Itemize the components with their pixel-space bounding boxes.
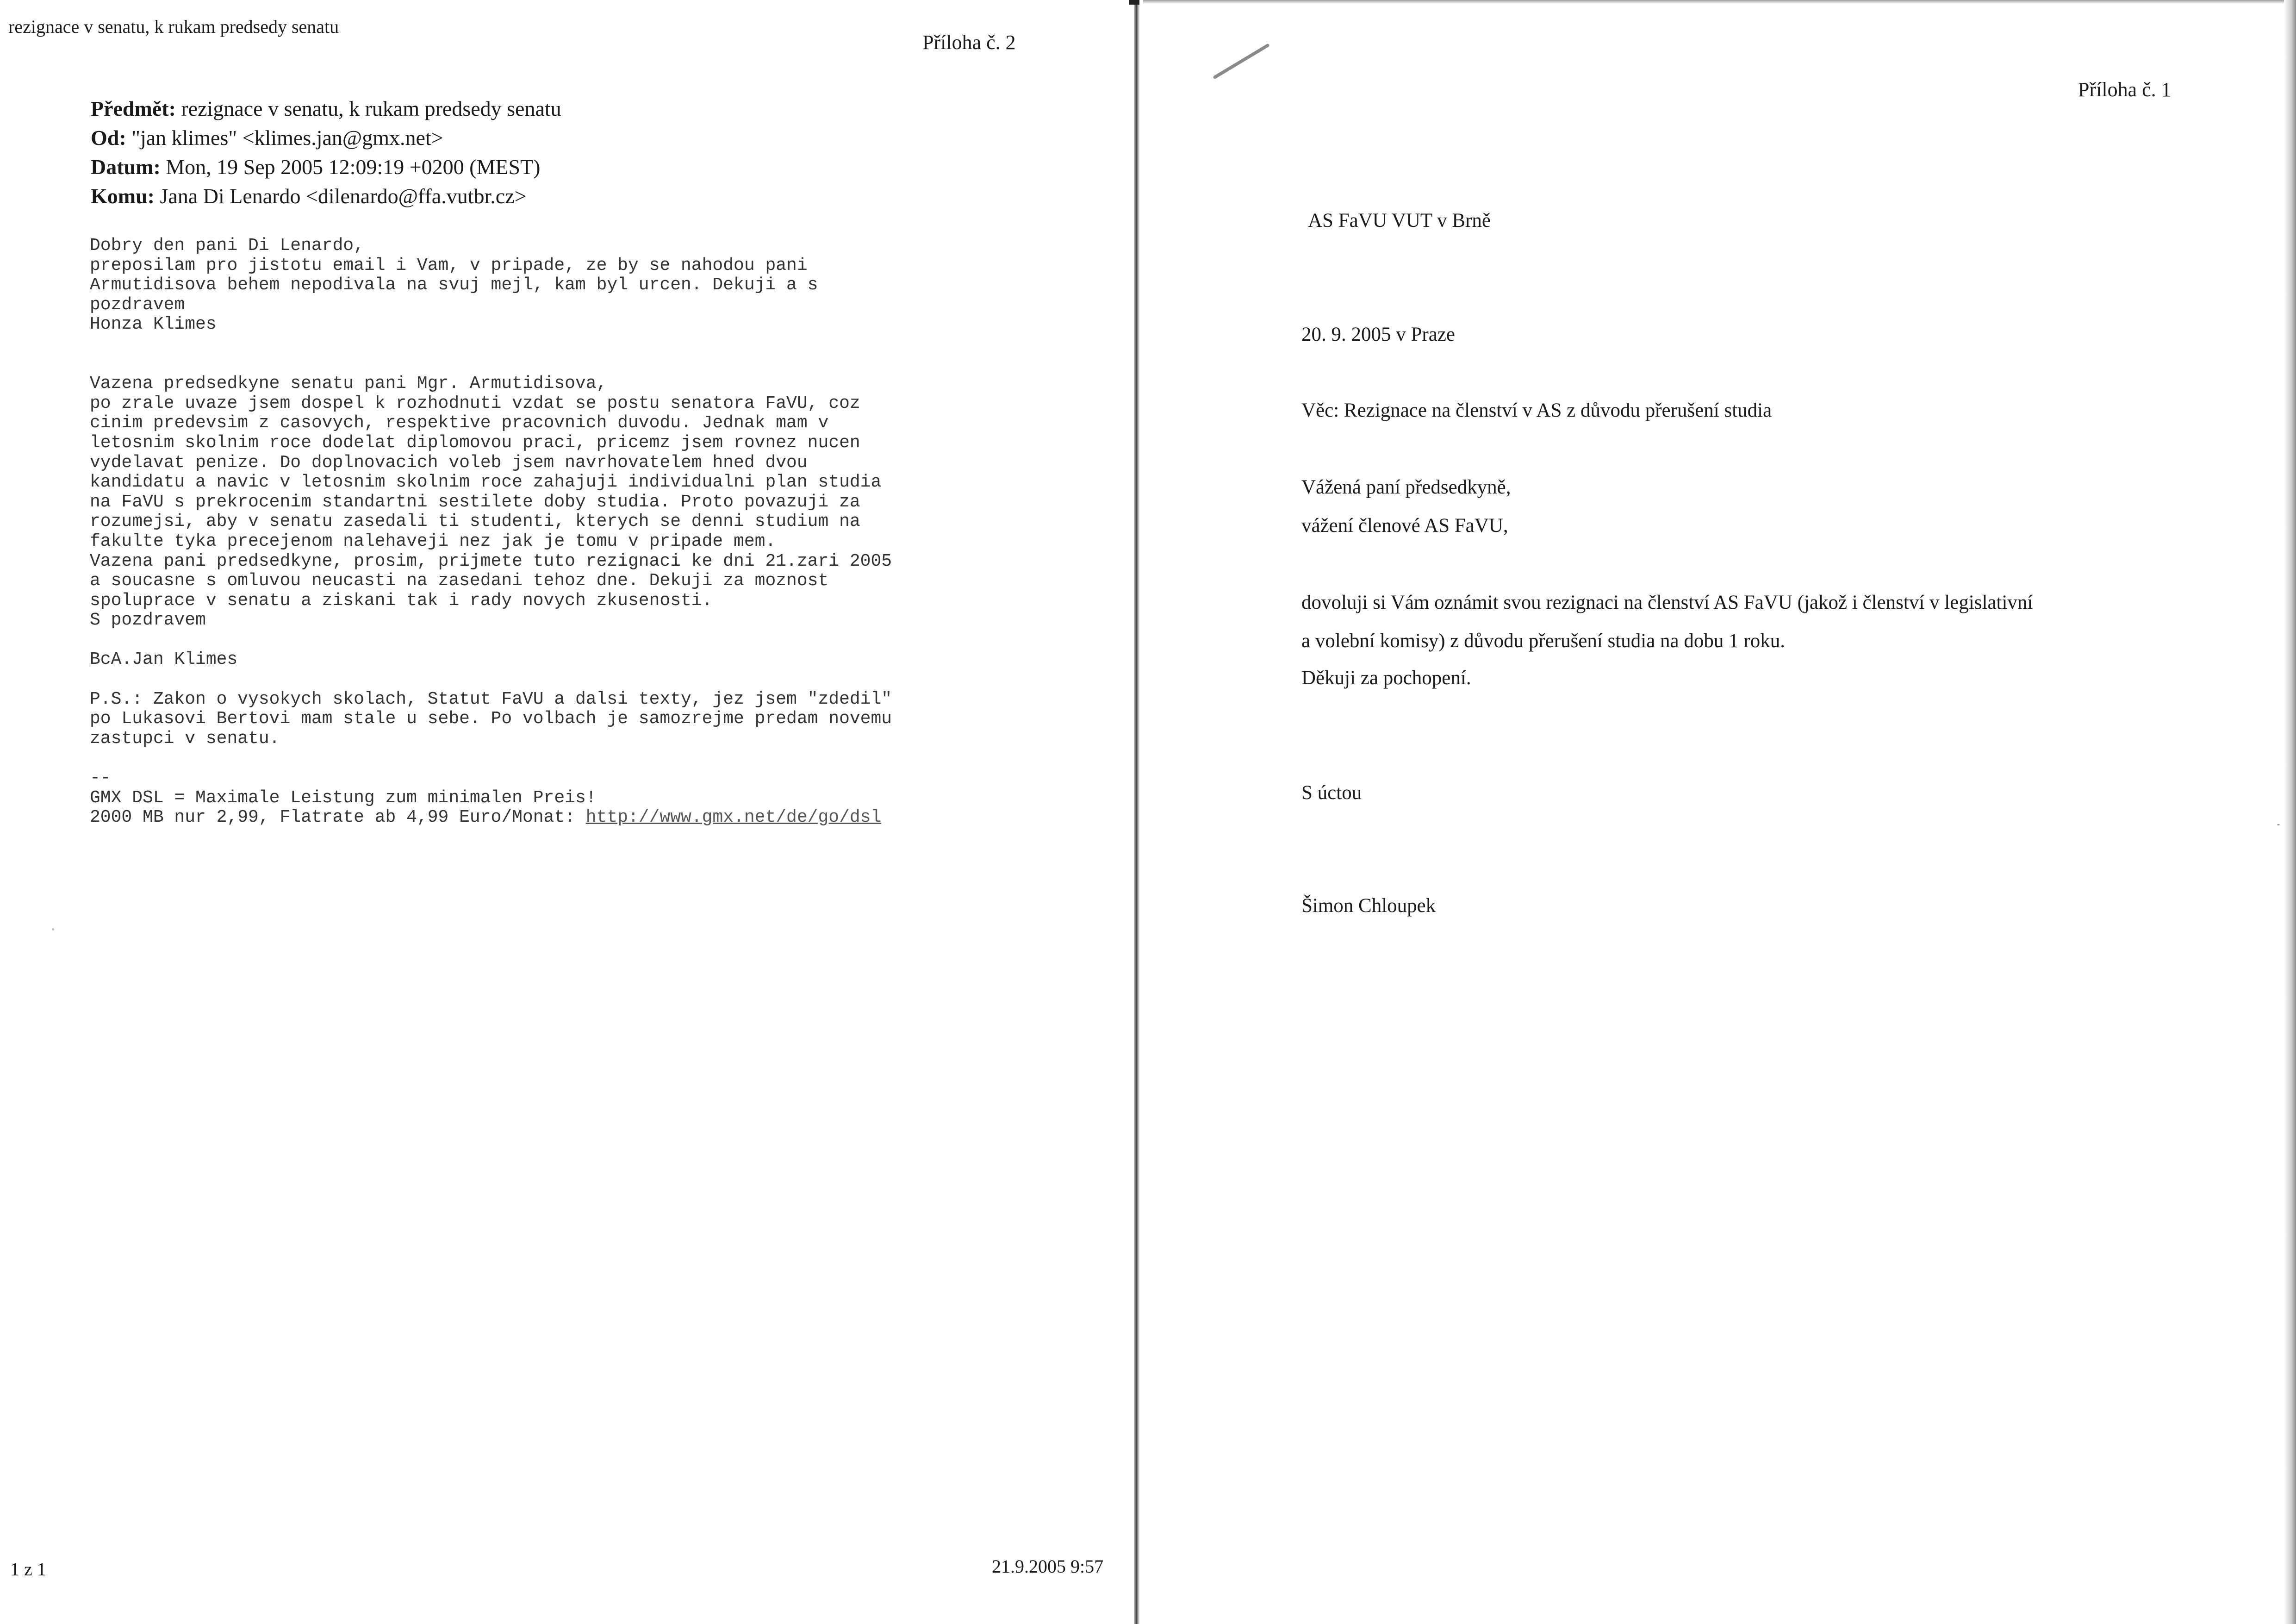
page-divider — [1134, 0, 1139, 1624]
footer-page-count: 1 z 1 — [10, 1559, 46, 1580]
left-page-email-printout — [0, 0, 1134, 1624]
email-header-date — [91, 155, 541, 179]
scan-speck — [2277, 824, 2280, 825]
email-header-value: "jan klimes" <klimes.jan@gmx.net> — [126, 126, 443, 150]
attachment-label: Příloha č. 2 — [922, 31, 1016, 54]
letter-body-line: a volební komisy) z důvodu přerušení studia na dobu 1 roku. — [1301, 630, 1785, 652]
letter-closing: S úctou — [1301, 782, 1362, 804]
email-header-subject — [91, 96, 561, 121]
email-header-value: rezignace v senatu, k rukam predsedy senatu — [175, 97, 561, 120]
print-header-title: rezignace v senatu, k rukam predsedy senatu — [8, 16, 339, 37]
letter-body-line: Děkuji za pochopení. — [1301, 667, 1471, 689]
email-header-label: Předmět: — [91, 97, 176, 120]
letter-signature-name: Šimon Chloupek — [1301, 895, 1436, 917]
letter-body-line: dovoluji si Vám oznámit svou rezignaci na členství AS FaVU (jakož i členství v legislativní — [1301, 592, 2033, 613]
email-body — [90, 236, 892, 828]
letter-recipient: AS FaVU VUT v Brně — [1308, 210, 1491, 231]
pen-mark — [1213, 43, 1270, 79]
email-body-text: Dobry den pani Di Lenardo, preposilam pro jistotu email i Vam, v pripade, ze by se nahodou pani Armutidisova behem nepodivala na svuj mejl, kam byl urcen. Dekuji a s pozdravem Honza Klimes Vazena predsedkyne senatu pani Mgr. Armutidisova, po zrale uvaze jsem dospel k rozhodnuti vzdat se postu senatora FaVU, coz cinim predevsim z casovych, respektive pracovnich duvodu. Jednak mam v letosnim skolnim roce dodelat diplomovou praci, pricemz jsem rovnez nucen vydelavat penize. Do doplnovacich voleb jsem navrhovatelem hned dvou kandidatu a navic v letosnim skolnim roce zahajuji individualni plan studia na FaVU s prekrocenim standartni sestilete doby studia. Proto povazuji za rozumejsi, aby v senatu zasedali ti studenti, kterych se denni studium na fakulte tyka precejenom nalehaveji nez jak je tomu v pripade mem. Vazena pani predsedkyne, prosim, prijmete tuto rezignaci ke dni 21.zari 2005 a soucasne s omluvou neucasti na zasedani tehoz dne. Dekuji za moznost spoluprace v senatu a ziskani tak i rady novych zkusenosti. S pozdravem BcA.Jan Klimes P.S.: Zakon o vysokych skolach, Statut FaVU a dalsi texty, jez jsem "zdedil" po Lukasovi Bertovi mam stale u sebe. Po volbach je samozrejme predam novemu zastupci v senatu. -- GMX DSL = Maximale Leistung zum minimalen Preis! 2000 MB nur 2,99, Flatrate ab 4,99 Euro/Monat: — [90, 236, 892, 828]
email-header-value: Mon, 19 Sep 2005 12:09:19 +0200 (MEST) — [160, 155, 541, 179]
letter-salutation: vážení členové AS FaVU, — [1301, 515, 1508, 537]
email-header-value: Jana Di Lenardo <dilenardo@ffa.vutbr.cz> — [155, 184, 527, 208]
right-page-resignation-letter — [1139, 0, 2296, 1624]
email-header-from — [91, 125, 443, 150]
email-header-label: Komu: — [91, 184, 155, 208]
scan-edge-shadow — [2284, 0, 2296, 1624]
email-link[interactable]: http://www.gmx.net/de/go/dsl — [585, 807, 882, 828]
email-header-to — [91, 184, 527, 208]
scan-speck — [52, 928, 54, 931]
email-header-label: Datum: — [91, 155, 161, 179]
attachment-label: Příloha č. 1 — [2078, 78, 2172, 101]
letter-subject: Věc: Rezignace na členství v AS z důvodu přerušení studia — [1301, 400, 1772, 421]
footer-print-datetime: 21.9.2005 9:57 — [992, 1556, 1104, 1577]
letter-salutation: Vážená paní předsedkyně, — [1301, 476, 1511, 498]
scan-top-shadow — [1143, 0, 2284, 4]
letter-date-place: 20. 9. 2005 v Praze — [1301, 324, 1455, 345]
email-header-label: Od: — [91, 126, 126, 150]
